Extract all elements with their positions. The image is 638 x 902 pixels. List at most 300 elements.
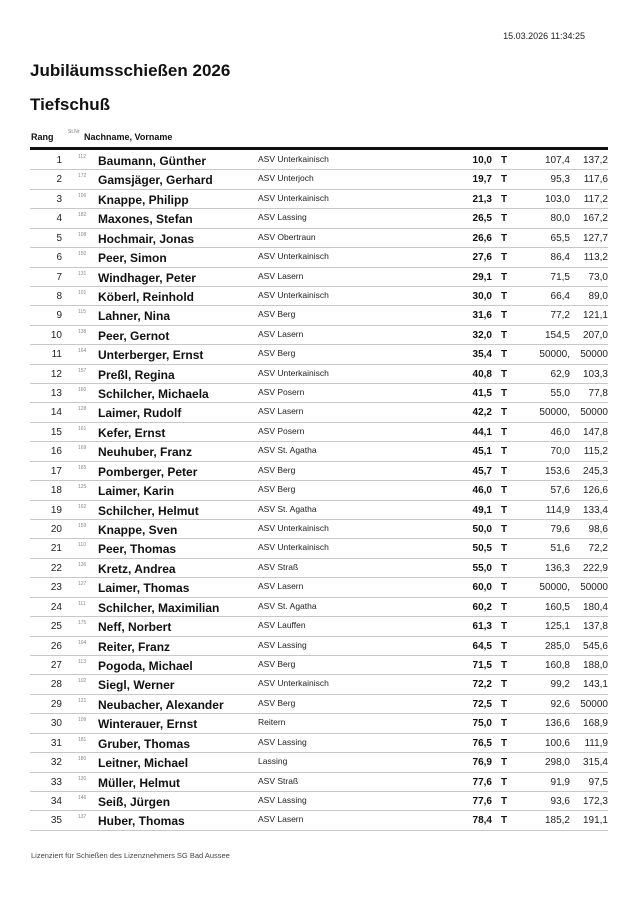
rank-cell: 14 bbox=[50, 407, 62, 419]
mode-flag-cell: T bbox=[501, 718, 508, 730]
score-cell: 19,7 bbox=[472, 174, 492, 186]
club-cell: ASV Unterkainisch bbox=[258, 289, 329, 300]
table-row bbox=[30, 656, 608, 675]
shooter-name-cell: Kretz, Andrea bbox=[98, 561, 176, 576]
table-row bbox=[30, 520, 608, 539]
start-number-cell: 128 bbox=[78, 406, 87, 413]
second-value-cell: 57,6 bbox=[550, 485, 570, 497]
second-value-cell: 153,6 bbox=[544, 465, 570, 477]
rank-cell: 21 bbox=[50, 543, 62, 555]
score-cell: 30,0 bbox=[472, 290, 492, 302]
club-cell: Lassing bbox=[258, 756, 288, 767]
second-value-cell: 100,6 bbox=[544, 737, 570, 749]
shooter-name-cell: Unterberger, Ernst bbox=[98, 348, 204, 363]
second-value-cell: 50000, bbox=[539, 407, 570, 419]
club-cell: ASV St. Agatha bbox=[258, 503, 317, 514]
mode-flag-cell: T bbox=[501, 640, 508, 652]
start-number-cell: 182 bbox=[78, 212, 87, 219]
third-value-cell: 245,3 bbox=[582, 465, 608, 477]
shooter-name-cell: Köberl, Reinhold bbox=[98, 289, 194, 304]
rank-cell: 13 bbox=[50, 388, 62, 400]
rank-cell: 19 bbox=[50, 504, 62, 516]
table-row bbox=[30, 734, 608, 753]
second-value-cell: 50000, bbox=[539, 349, 570, 361]
third-value-cell: 50000 bbox=[580, 349, 608, 361]
third-value-cell: 545,6 bbox=[582, 640, 608, 652]
third-value-cell: 97,5 bbox=[588, 776, 608, 788]
mode-flag-cell: T bbox=[501, 213, 508, 225]
club-cell: ASV Straß bbox=[258, 561, 299, 572]
table-row bbox=[30, 578, 608, 597]
rank-cell: 25 bbox=[50, 621, 62, 633]
second-value-cell: 298,0 bbox=[544, 757, 570, 769]
start-number-cell: 113 bbox=[78, 658, 86, 665]
rank-cell: 8 bbox=[56, 290, 62, 302]
third-value-cell: 50000 bbox=[580, 582, 608, 594]
table-row bbox=[30, 423, 608, 442]
score-cell: 42,2 bbox=[472, 407, 492, 419]
start-number-cell: 150 bbox=[78, 251, 87, 258]
start-number-cell: 137 bbox=[78, 814, 87, 821]
table-row bbox=[30, 248, 608, 267]
start-number-cell: 112 bbox=[78, 154, 86, 160]
score-cell: 60,0 bbox=[472, 582, 492, 594]
table-row bbox=[30, 637, 608, 656]
rank-cell: 4 bbox=[56, 213, 62, 225]
second-value-cell: 80,0 bbox=[550, 213, 570, 225]
score-cell: 77,6 bbox=[472, 795, 492, 807]
second-value-cell: 107,4 bbox=[544, 155, 570, 166]
third-value-cell: 172,3 bbox=[582, 795, 608, 807]
score-cell: 77,6 bbox=[472, 776, 492, 788]
table-row bbox=[30, 442, 608, 461]
rank-cell: 6 bbox=[56, 252, 62, 264]
third-value-cell: 207,0 bbox=[582, 329, 608, 341]
shooter-name-cell: Knappe, Sven bbox=[98, 523, 178, 538]
mode-flag-cell: T bbox=[501, 155, 508, 166]
column-header-rang: Rang bbox=[31, 132, 54, 142]
start-number-cell: 165 bbox=[78, 464, 87, 471]
column-header-name: Nachname, Vorname bbox=[84, 132, 173, 142]
start-number-cell: 130 bbox=[78, 775, 87, 782]
second-value-cell: 55,0 bbox=[550, 388, 570, 400]
second-value-cell: 66,4 bbox=[550, 290, 570, 302]
score-cell: 60,2 bbox=[472, 601, 492, 613]
club-cell: ASV Lasern bbox=[258, 581, 304, 592]
rank-cell: 10 bbox=[50, 329, 62, 341]
club-cell: ASV St. Agatha bbox=[258, 445, 317, 456]
rank-cell: 17 bbox=[50, 465, 62, 477]
score-cell: 72,5 bbox=[472, 698, 492, 710]
third-value-cell: 77,8 bbox=[588, 388, 608, 400]
club-cell: ASV Unterkainisch bbox=[258, 154, 329, 164]
second-value-cell: 70,0 bbox=[550, 446, 570, 458]
club-cell: ASV Lasern bbox=[258, 270, 304, 281]
score-cell: 49,1 bbox=[472, 504, 492, 516]
score-cell: 64,5 bbox=[472, 640, 492, 652]
score-cell: 40,8 bbox=[472, 368, 492, 380]
third-value-cell: 222,9 bbox=[582, 562, 608, 574]
third-value-cell: 167,2 bbox=[582, 213, 608, 225]
shooter-name-cell: Gruber, Thomas bbox=[98, 736, 191, 751]
rank-cell: 18 bbox=[50, 485, 62, 497]
third-value-cell: 143,1 bbox=[582, 679, 608, 691]
start-number-cell: 159 bbox=[78, 523, 87, 530]
score-cell: 10,0 bbox=[472, 155, 492, 166]
shooter-name-cell: Siegl, Werner bbox=[98, 678, 175, 693]
club-cell: ASV Berg bbox=[258, 658, 296, 669]
score-cell: 72,2 bbox=[472, 679, 492, 691]
rank-cell: 20 bbox=[50, 524, 62, 536]
start-number-cell: 172 bbox=[78, 173, 87, 180]
second-value-cell: 103,0 bbox=[544, 193, 570, 205]
shooter-name-cell: Winterauer, Ernst bbox=[98, 717, 198, 732]
start-number-cell: 106 bbox=[78, 192, 87, 199]
table-row bbox=[30, 462, 608, 481]
mode-flag-cell: T bbox=[501, 349, 508, 361]
start-number-cell: 102 bbox=[78, 678, 87, 685]
rank-cell: 2 bbox=[56, 174, 62, 186]
shooter-name-cell: Knappe, Philipp bbox=[98, 192, 189, 207]
mode-flag-cell: T bbox=[501, 426, 508, 438]
table-row bbox=[30, 306, 608, 325]
table-row bbox=[30, 403, 608, 422]
club-cell: ASV Berg bbox=[258, 348, 296, 359]
score-cell: 46,0 bbox=[472, 485, 492, 497]
third-value-cell: 168,9 bbox=[582, 718, 608, 730]
mode-flag-cell: T bbox=[501, 815, 508, 827]
table-row bbox=[30, 617, 608, 636]
second-value-cell: 92,6 bbox=[550, 698, 570, 710]
mode-flag-cell: T bbox=[501, 582, 508, 594]
shooter-name-cell: Seiß, Jürgen bbox=[98, 794, 171, 809]
rank-cell: 29 bbox=[50, 698, 62, 710]
mode-flag-cell: T bbox=[501, 795, 508, 807]
start-number-cell: 109 bbox=[78, 717, 87, 724]
rank-cell: 30 bbox=[50, 718, 62, 730]
mode-flag-cell: T bbox=[501, 485, 508, 497]
score-cell: 50,0 bbox=[472, 524, 492, 536]
club-cell: ASV Berg bbox=[258, 697, 296, 708]
start-number-cell: 121 bbox=[78, 697, 87, 704]
print-timestamp: 15.03.2026 11:34:25 bbox=[503, 31, 585, 41]
mode-flag-cell: T bbox=[501, 737, 508, 749]
license-footer: Lizenziert für Schießen des Lizenznehmers SG Bad Aussee bbox=[31, 851, 230, 860]
second-value-cell: 79,6 bbox=[550, 524, 570, 536]
club-cell: ASV Straß bbox=[258, 775, 299, 786]
rank-cell: 24 bbox=[50, 601, 62, 613]
club-cell: ASV Lasern bbox=[258, 406, 304, 417]
start-number-cell: 146 bbox=[78, 794, 87, 801]
table-row bbox=[30, 792, 608, 811]
start-number-cell: 115 bbox=[78, 309, 86, 316]
start-number-cell: 101 bbox=[78, 289, 87, 296]
shooter-name-cell: Müller, Helmut bbox=[98, 775, 181, 790]
third-value-cell: 117,6 bbox=[583, 174, 608, 186]
mode-flag-cell: T bbox=[501, 368, 508, 380]
second-value-cell: 136,3 bbox=[544, 562, 570, 574]
start-number-cell: 131 bbox=[78, 270, 87, 277]
rank-cell: 9 bbox=[56, 310, 62, 322]
start-number-cell: 125 bbox=[78, 484, 87, 491]
club-cell: ASV Unterkainisch bbox=[258, 523, 329, 534]
score-cell: 29,1 bbox=[472, 271, 492, 283]
third-value-cell: 103,3 bbox=[582, 368, 608, 380]
third-value-cell: 127,7 bbox=[582, 232, 608, 244]
table-row bbox=[30, 170, 608, 189]
score-cell: 61,3 bbox=[472, 621, 492, 633]
mode-flag-cell: T bbox=[501, 524, 508, 536]
shooter-name-cell: Neubacher, Alexander bbox=[98, 697, 224, 712]
column-header-stnr: St.Nr bbox=[68, 129, 80, 135]
club-cell: ASV Unterkainisch bbox=[258, 251, 329, 262]
club-cell: ASV St. Agatha bbox=[258, 600, 317, 611]
third-value-cell: 126,6 bbox=[582, 485, 608, 497]
second-value-cell: 51,6 bbox=[550, 543, 570, 555]
table-row bbox=[30, 384, 608, 403]
score-cell: 27,6 bbox=[472, 252, 492, 264]
table-row bbox=[30, 753, 608, 772]
score-cell: 75,0 bbox=[472, 718, 492, 730]
second-value-cell: 50000, bbox=[539, 582, 570, 594]
header-divider bbox=[30, 147, 608, 150]
second-value-cell: 160,8 bbox=[544, 659, 570, 671]
third-value-cell: 180,4 bbox=[582, 601, 608, 613]
table-row bbox=[30, 326, 608, 345]
second-value-cell: 91,9 bbox=[550, 776, 570, 788]
rank-cell: 11 bbox=[51, 349, 62, 361]
score-cell: 44,1 bbox=[472, 426, 492, 438]
second-value-cell: 99,2 bbox=[550, 679, 570, 691]
third-value-cell: 191,1 bbox=[582, 815, 608, 827]
third-value-cell: 89,0 bbox=[588, 290, 608, 302]
shooter-name-cell: Peer, Simon bbox=[98, 251, 167, 266]
rank-cell: 16 bbox=[50, 446, 62, 458]
start-number-cell: 111 bbox=[78, 600, 86, 607]
start-number-cell: 136 bbox=[78, 561, 87, 568]
club-cell: ASV Lassing bbox=[258, 794, 307, 805]
rank-cell: 1 bbox=[56, 155, 62, 166]
start-number-cell: 162 bbox=[78, 503, 87, 510]
table-row bbox=[30, 501, 608, 520]
mode-flag-cell: T bbox=[501, 388, 508, 400]
start-number-cell: 110 bbox=[78, 542, 86, 549]
mode-flag-cell: T bbox=[501, 290, 508, 302]
mode-flag-cell: T bbox=[501, 776, 508, 788]
start-number-cell: 104 bbox=[78, 639, 87, 646]
shooter-name-cell: Gamsjäger, Gerhard bbox=[98, 173, 213, 188]
second-value-cell: 136,6 bbox=[544, 718, 570, 730]
table-row bbox=[30, 365, 608, 384]
score-cell: 50,5 bbox=[472, 543, 492, 555]
shooter-name-cell: Maxones, Stefan bbox=[98, 212, 193, 227]
results-table bbox=[30, 151, 608, 831]
third-value-cell: 137,2 bbox=[582, 155, 608, 166]
club-cell: ASV Unterkainisch bbox=[258, 367, 329, 378]
second-value-cell: 185,2 bbox=[544, 815, 570, 827]
club-cell: ASV Lassing bbox=[258, 212, 307, 223]
rank-cell: 23 bbox=[50, 582, 62, 594]
second-value-cell: 77,2 bbox=[550, 310, 570, 322]
shooter-name-cell: Laimer, Thomas bbox=[98, 581, 190, 596]
mode-flag-cell: T bbox=[501, 252, 508, 264]
second-value-cell: 160,5 bbox=[544, 601, 570, 613]
third-value-cell: 147,8 bbox=[582, 426, 608, 438]
club-cell: ASV Berg bbox=[258, 464, 296, 475]
mode-flag-cell: T bbox=[501, 601, 508, 613]
third-value-cell: 117,2 bbox=[583, 193, 608, 205]
rank-cell: 3 bbox=[56, 193, 62, 205]
mode-flag-cell: T bbox=[501, 465, 508, 477]
shooter-name-cell: Peer, Gernot bbox=[98, 328, 170, 343]
rank-cell: 31 bbox=[50, 737, 62, 749]
second-value-cell: 71,5 bbox=[550, 271, 570, 283]
third-value-cell: 133,4 bbox=[582, 504, 608, 516]
score-cell: 26,5 bbox=[472, 213, 492, 225]
start-number-cell: 180 bbox=[78, 756, 87, 763]
third-value-cell: 121,1 bbox=[582, 310, 608, 322]
second-value-cell: 65,5 bbox=[550, 232, 570, 244]
third-value-cell: 73,0 bbox=[588, 271, 608, 283]
start-number-cell: 161 bbox=[78, 425, 87, 432]
mode-flag-cell: T bbox=[501, 174, 508, 186]
club-cell: ASV Lasern bbox=[258, 814, 304, 825]
shooter-name-cell: Pogoda, Michael bbox=[98, 658, 193, 673]
rank-cell: 32 bbox=[50, 757, 62, 769]
second-value-cell: 114,9 bbox=[545, 504, 570, 516]
second-value-cell: 125,1 bbox=[544, 621, 570, 633]
club-cell: ASV Unterkainisch bbox=[258, 542, 329, 553]
mode-flag-cell: T bbox=[501, 407, 508, 419]
third-value-cell: 113,2 bbox=[583, 252, 608, 264]
start-number-cell: 164 bbox=[78, 348, 87, 355]
mode-flag-cell: T bbox=[501, 310, 508, 322]
score-cell: 55,0 bbox=[472, 562, 492, 574]
rank-cell: 22 bbox=[50, 562, 62, 574]
shooter-name-cell: Baumann, Günther bbox=[98, 154, 207, 168]
table-row bbox=[30, 151, 608, 170]
table-row bbox=[30, 695, 608, 714]
table-row bbox=[30, 268, 608, 287]
mode-flag-cell: T bbox=[501, 271, 508, 283]
shooter-name-cell: Schilcher, Maximilian bbox=[98, 600, 220, 615]
club-cell: ASV Berg bbox=[258, 309, 296, 320]
table-row bbox=[30, 190, 608, 209]
table-row bbox=[30, 539, 608, 558]
club-cell: ASV Berg bbox=[258, 484, 296, 495]
club-cell: ASV Posern bbox=[258, 425, 305, 436]
mode-flag-cell: T bbox=[501, 621, 508, 633]
club-cell: ASV Posern bbox=[258, 387, 305, 398]
shooter-name-cell: Laimer, Rudolf bbox=[98, 406, 182, 421]
shooter-name-cell: Kefer, Ernst bbox=[98, 425, 166, 440]
start-number-cell: 181 bbox=[78, 736, 87, 743]
score-cell: 76,9 bbox=[472, 757, 492, 769]
third-value-cell: 188,0 bbox=[582, 659, 608, 671]
score-cell: 76,5 bbox=[472, 737, 492, 749]
table-row bbox=[30, 287, 608, 306]
second-value-cell: 154,5 bbox=[544, 329, 570, 341]
shooter-name-cell: Leitner, Michael bbox=[98, 756, 189, 771]
event-title: Jubiläumsschießen 2026 bbox=[30, 61, 231, 80]
third-value-cell: 72,2 bbox=[588, 543, 608, 555]
mode-flag-cell: T bbox=[501, 698, 508, 710]
rank-cell: 28 bbox=[50, 679, 62, 691]
shooter-name-cell: Laimer, Karin bbox=[98, 484, 175, 499]
score-cell: 45,7 bbox=[472, 465, 492, 477]
start-number-cell: 169 bbox=[78, 445, 87, 452]
club-cell: ASV Lasern bbox=[258, 328, 304, 339]
third-value-cell: 315,4 bbox=[582, 757, 608, 769]
rank-cell: 34 bbox=[50, 795, 62, 807]
shooter-name-cell: Hochmair, Jonas bbox=[98, 231, 195, 246]
rank-cell: 35 bbox=[50, 815, 62, 827]
score-cell: 35,4 bbox=[472, 349, 492, 361]
mode-flag-cell: T bbox=[501, 679, 508, 691]
table-row bbox=[30, 811, 608, 830]
mode-flag-cell: T bbox=[501, 193, 508, 205]
discipline-title: Tiefschuß bbox=[30, 95, 110, 114]
start-number-cell: 157 bbox=[78, 367, 87, 374]
score-cell: 78,4 bbox=[472, 815, 492, 827]
score-cell: 21,3 bbox=[472, 193, 492, 205]
third-value-cell: 115,2 bbox=[583, 446, 608, 458]
start-number-cell: 175 bbox=[78, 620, 87, 627]
club-cell: ASV Unterkainisch bbox=[258, 678, 329, 689]
start-number-cell: 108 bbox=[78, 231, 87, 238]
second-value-cell: 46,0 bbox=[550, 426, 570, 438]
shooter-name-cell: Schilcher, Michaela bbox=[98, 387, 209, 402]
score-cell: 26,6 bbox=[472, 232, 492, 244]
rank-cell: 26 bbox=[50, 640, 62, 652]
club-cell: Reitern bbox=[258, 717, 286, 728]
second-value-cell: 285,0 bbox=[544, 640, 570, 652]
shooter-name-cell: Reiter, Franz bbox=[98, 639, 171, 654]
shooter-name-cell: Lahner, Nina bbox=[98, 309, 171, 324]
mode-flag-cell: T bbox=[501, 329, 508, 341]
club-cell: ASV Lassing bbox=[258, 736, 307, 747]
table-row bbox=[30, 209, 608, 228]
club-cell: ASV Lassing bbox=[258, 639, 307, 650]
rank-cell: 12 bbox=[50, 368, 62, 380]
rank-cell: 33 bbox=[50, 776, 62, 788]
second-value-cell: 86,4 bbox=[550, 252, 570, 264]
start-number-cell: 160 bbox=[78, 387, 87, 394]
shooter-name-cell: Neff, Norbert bbox=[98, 620, 172, 635]
second-value-cell: 62,9 bbox=[550, 368, 570, 380]
mode-flag-cell: T bbox=[501, 446, 508, 458]
second-value-cell: 95,3 bbox=[550, 174, 570, 186]
score-cell: 41,5 bbox=[472, 388, 492, 400]
shooter-name-cell: Windhager, Peter bbox=[98, 270, 196, 285]
table-row bbox=[30, 345, 608, 364]
table-row bbox=[30, 675, 608, 694]
third-value-cell: 50000 bbox=[580, 407, 608, 419]
shooter-name-cell: Huber, Thomas bbox=[98, 814, 185, 829]
table-row bbox=[30, 773, 608, 792]
score-cell: 45,1 bbox=[472, 446, 492, 458]
table-row bbox=[30, 714, 608, 733]
rank-cell: 5 bbox=[56, 232, 62, 244]
club-cell: ASV Lauffen bbox=[258, 620, 306, 631]
mode-flag-cell: T bbox=[501, 562, 508, 574]
start-number-cell: 127 bbox=[78, 581, 87, 588]
third-value-cell: 111,9 bbox=[584, 737, 608, 749]
score-cell: 31,6 bbox=[472, 310, 492, 322]
table-row bbox=[30, 598, 608, 617]
shooter-name-cell: Pomberger, Peter bbox=[98, 464, 198, 479]
score-cell: 71,5 bbox=[472, 659, 492, 671]
